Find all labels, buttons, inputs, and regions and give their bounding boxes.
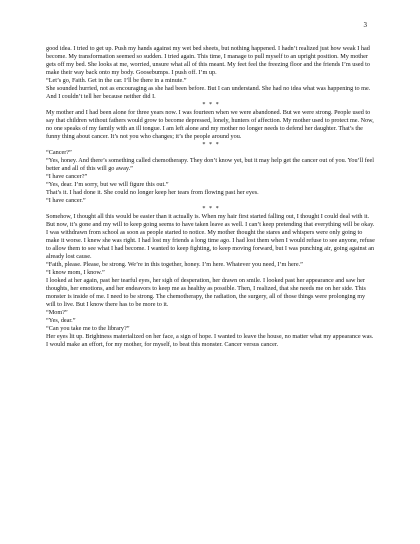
story-text (46, 45, 376, 349)
section-separator: * * * (202, 205, 220, 212)
paragraph: I looked at her again, past her tearful eyes, her sigh of desperation, her drawn on smile. I looked past her appearance and saw her thoughts, her emotions, and her endeavors to keep me as healthy as possible. Then, I realized, that she needs me on her side. This monster is inside of me. I need to be strong. The chemotherapy, the radiation, the surgery, all of those things were prolonging my will to live. But I know there has to be more to it. (46, 277, 366, 308)
dialogue-line: “Yes, honey. And there’s something called chemotherapy. They don’t know yet, but it may help get the cancer out of you. You’ll feel better and all of this will go away.” (46, 157, 374, 172)
dialogue-line: “I have cancer.” (46, 197, 86, 204)
dialogue-line: “I know mom, I know.” (46, 269, 105, 276)
section-separator: * * * (202, 101, 220, 108)
paragraph: She sounded hurried, not as encouraging as she had been before. But I can understand. She had no idea what was happening to me. And I couldn’t tell her because neither did I. (46, 85, 371, 100)
dialogue-line: “Faith, please. Please, be strong. We’re in this together, honey. I’m here. Whatever you need, I’m here.” (46, 261, 303, 268)
paragraph: That’s it. I had done it. She could no longer keep her tears from flowing past her eyes. (46, 189, 259, 196)
dialogue-line: “Yes, dear. I’m sorry, but we will figure this out.” (46, 181, 169, 188)
dialogue-line: “Let’s go, Faith. Get in the car. I’ll be there in a minute.” (46, 77, 187, 84)
dialogue-line: “Yes, dear.” (46, 317, 76, 324)
section-separator: * * * (202, 141, 220, 148)
dialogue-line: “Can you take me to the library?” (46, 325, 130, 332)
paragraph: Somehow, I thought all this would be easier than it actually is. When my hair first started falling out, I thought I could deal with it. But now, it’s gone and my will to keep going seems to have taken leave as well. I can’t keep pretending that everything will be okay. I was withdrawn from school as soon as people started to notice. My mother thought the stares and whispers were only going to make it worse. I knew she was right. I had lost my friends a long time ago. I had lost them when I would refuse to see anyone, refuse to allow them to see what I had become. I wanted to keep fighting, to keep moving forward, but I was punching air, going against an already lost cause. (46, 213, 375, 260)
dialogue-line: “Cancer?” (46, 149, 72, 156)
dialogue-line: “I have cancer?” (46, 173, 88, 180)
page-number: 3 (363, 21, 367, 29)
paragraph: Her eyes lit up. Brightness materialized on her face, a sign of hope. I wanted to leave the house, no matter what my appearance was. I would make an effort, for my mother, for myself, to beat this monster. Cancer versus cancer. (46, 333, 374, 348)
dialogue-line: “Mom?” (46, 309, 68, 316)
paragraph: My mother and I had been alone for three years now. I was fourteen when we were abandoned. But we were strong. People used to say that children without fathers would grow to become depressed, lonely, hunters of affection. My mother used to protect me. Now, no one speaks of my family with an ill tongue. I am left alone and my mother no longer needs to defend her daughter. That’s the funny thing about cancer. It’s not you who changes; it’s the people around you. (46, 109, 374, 140)
paragraph: good idea. I tried to get up. Push my hands against my wet bed sheets, but nothing happened. I hadn’t realized just how weak I had become. My transformation seemed so sudden. I tried again. This time, I manage to pull myself to an upright position. My mother gets off my bed. She looks at me, worried, unsure what all of this meant. My feet feel the freezing floor and the friends I’m used to make their way back onto my body. Goosebumps. I push off. I’m up. (46, 45, 370, 76)
